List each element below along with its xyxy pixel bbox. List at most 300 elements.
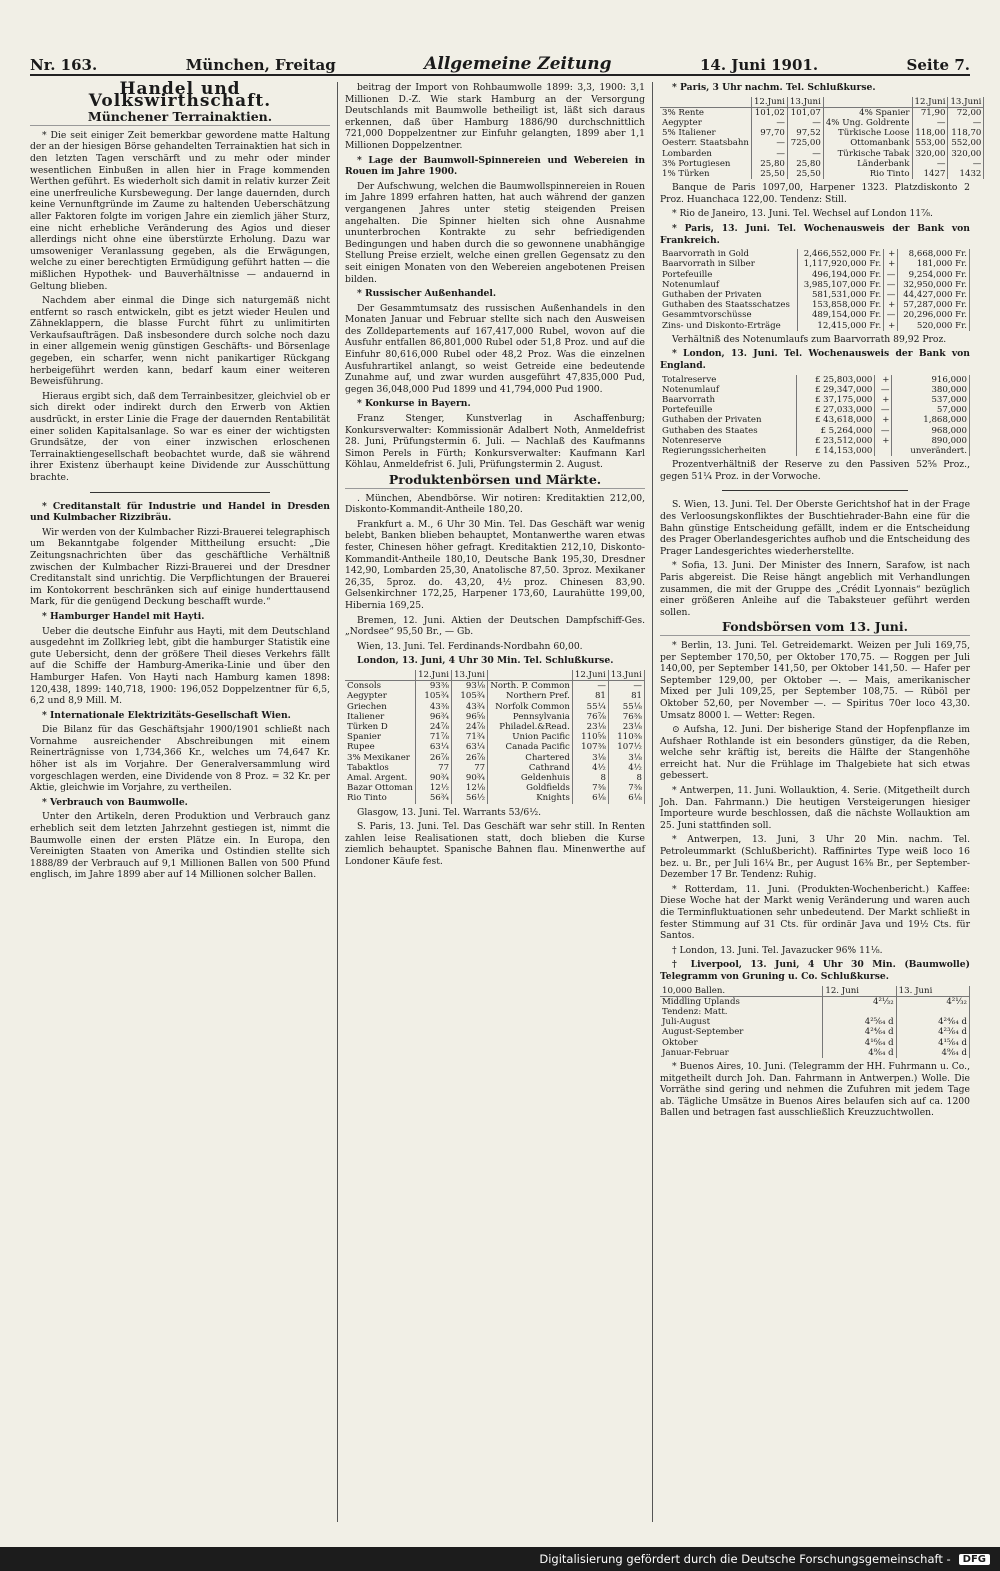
table-row	[345, 732, 645, 742]
paragraph: Frankfurt a. M., 6 Uhr 30 Min. Tel. Das Geschäft war wenig belebt, Banken blieben behauptet, Montanwerthe waren etwas fester, Chinesen höher gefragt. Kreditaktien 212,10, Diskonto-Kommandit-Antheile 180,10, Deutsche Bank 195,30, Dresdner 142,90, Lombarden 25,30, Anatolische 87,50. 3proz. Mexikaner 26,35, 5proz. do. 43,20, 4½ proz. Chinesen 83,90. Gelsenkirchner 172,25, Harpener 173,60, Laurahütte 199,00, Hibernia 169,25.	[345, 518, 645, 611]
table-row	[660, 300, 970, 310]
table-cell: Tendenz: Matt.	[660, 1007, 823, 1017]
paragraph: Franz Stenger, Kunstverlag in Aschaffenburg; Konkursverwalter: Kommissionär Adalbert Noth, Anmeldefrist 28. Juni, Prüfungstermin 6. Juli. — Nachlaß des Kaufmanns Simon Perels in Fürth; Konkursverwalter: Kaufmann Karl Köhlau, Anmeldefrist 6. Juli, Prüfungstermin 2. August.	[345, 413, 645, 471]
table-cell: 890,000	[892, 436, 970, 446]
table-row	[660, 321, 970, 331]
issue-number: Nr. 163.	[30, 56, 98, 74]
table-cell: —	[608, 681, 644, 692]
column-header: 13.Juni	[948, 97, 984, 108]
table-row	[345, 681, 645, 692]
table-cell: 3⅛	[608, 753, 644, 763]
table-cell: 97,52	[787, 128, 823, 138]
table-cell: —	[875, 385, 892, 395]
table-cell: 5% Italiener	[660, 128, 751, 138]
table-cell: 1% Türken	[660, 169, 751, 179]
table-header-row	[660, 97, 984, 108]
column-header: 13. Juni	[896, 986, 969, 997]
table-cell: 725,00	[787, 138, 823, 148]
table-cell: 110⅝	[572, 732, 608, 742]
column-header: 13.Juni	[787, 97, 823, 108]
table-cell: £ 43,618,000	[796, 415, 874, 425]
table-cell: 968,000	[892, 426, 970, 436]
paragraph: S. Paris, 13. Juni. Tel. Das Geschäft war sehr still. In Renten zahlen leise Realisationen statt, doch blieben die Kurse ziemlich behauptet. Spanische Bahnen flau. Minenwerthe auf Londoner Käufe fest.	[345, 821, 645, 867]
table-cell: Tabaktlos	[345, 763, 416, 773]
table-cell: Griechen	[345, 702, 416, 712]
table-cell: 12,415,000 Fr.	[798, 321, 884, 331]
table-row	[660, 259, 970, 269]
table-cell: —	[751, 138, 787, 148]
table-cell: Goldfields	[488, 783, 573, 793]
column-header	[345, 670, 416, 681]
table-heading: * Paris, 3 Uhr nachm. Tel. Schlußkurse.	[672, 82, 876, 93]
article-title: Produktenbörsen und Märkte.	[345, 474, 645, 489]
table-cell: 76⅜	[608, 712, 644, 722]
table-row	[345, 753, 645, 763]
paragraph: * Berlin, 13. Juni. Tel. Getreidemarkt. Weizen per Juli 169,75, per September 170,50, per Oktober 170,75. — Roggen per Juli 140,00, per September 141,50, per Oktober 141,50. — Hafer per September 129,00, per Oktober —. — Mais, amerikanischer Mixed per Juli 109,25, per September 108,75. — Rüböl per Oktober 52,60, per November —. — Spiritus 70er loco 43,30. Umsatz 8000 l. — Wetter: Regen.	[660, 639, 970, 721]
table-cell: 4²³⁄₆₄ d	[896, 1027, 969, 1037]
place-day: München, Freitag	[185, 56, 336, 74]
table-cell: 23⅛	[608, 722, 644, 732]
paragraph: Prozentverhältniß der Reserve zu den Passiven 52⅝ Proz., gegen 51¼ Proz. in der Vorwoche.	[660, 459, 970, 482]
table-cell: 4¹⁶⁄₆₄ d	[823, 1038, 896, 1048]
table-cell: Türkische Loose	[823, 128, 912, 138]
table-cell: Notenreserve	[660, 436, 796, 446]
table-cell: 4% Ung. Goldrente	[823, 118, 912, 128]
paragraph: † London, 13. Juni. Tel. Javazucker 96% 11⅛.	[672, 944, 883, 956]
column-header: 10,000 Ballen.	[660, 986, 823, 997]
table-cell: 1432	[948, 169, 984, 179]
table-cell	[823, 1007, 896, 1017]
table-cell: 3⅛	[572, 753, 608, 763]
table-cell: —	[875, 405, 892, 415]
table-row	[660, 436, 970, 446]
table-row	[660, 375, 970, 385]
table-cell: Spanier	[345, 732, 416, 742]
article-heading: * Konkurse in Bayern.	[357, 398, 471, 410]
article-heading: * Russischer Außenhandel.	[357, 288, 497, 300]
paragraph: Banque de Paris 1097,00, Harpener 1323. Platzdiskonto 2 Proz. Huanchaca 122,00. Tendenz: Still.	[660, 182, 970, 205]
paragraph: * Buenos Aires, 10. Juni. (Telegramm der HH. Fuhrmann u. Co., mitgetheilt durch Joh. Dan. Fahrmann in Antwerpen.) Wolle. Die Vorräthe sind gering und nehmen die Zufuhren mit jedem Tage ab. Tägliche Umsätze in Buenos Aires belaufen sich auf ca. 1200 Ballen und betragen fast ausschließlich Kreuzzuchtwollen.	[660, 1060, 970, 1119]
table-cell: —	[912, 159, 948, 169]
table-cell: 56¾	[416, 793, 452, 803]
table-cell: 1,117,920,000 Fr.	[798, 259, 884, 269]
table-cell: Türkische Tabak	[823, 149, 912, 159]
table-header-row	[660, 986, 970, 997]
paragraph: Glasgow, 13. Juni. Tel. Warrants 53/6½.	[357, 806, 542, 818]
table-row	[345, 702, 645, 712]
table-cell: 107½	[608, 742, 644, 752]
table-heading: * London, 13. Juni. Tel. Wochenausweis der Bank von England.	[660, 348, 970, 371]
table-cell: 7⅜	[572, 783, 608, 793]
table-cell: 4²¹⁄₃₂	[823, 996, 896, 1007]
table-cell: 320,00	[912, 149, 948, 159]
table-cell: +	[875, 395, 892, 405]
table-cell: 496,194,000 Fr.	[798, 270, 884, 280]
table-cell: 44,427,000 Fr.	[898, 290, 970, 300]
paragraph: * Rotterdam, 11. Juni. (Produkten-Wochenbericht.) Kaffee: Diese Woche hat der Markt wenig Veränderung und waren auch die Terminfluktuationen sehr unbedeutend. Der Markt schließt in fester Stimmung auf 31 Cts. für ordinär Java und 19½ Cts. für Santos.	[660, 883, 970, 942]
newspaper-title: Allgemeine Zeitung	[424, 54, 612, 74]
column-header: 12.Juni	[416, 670, 452, 681]
table-row	[660, 426, 970, 436]
table-cell: +	[884, 300, 898, 310]
table-cell: 1,868,000	[892, 415, 970, 425]
table-cell: Italiener	[345, 712, 416, 722]
paragraph: Die Bilanz für das Geschäftsjahr 1900/1901 schließt nach Vornahme ausreichender Abschreibungen mit einem Reinerträgnisse von 1,734,366 Kr., welches um 74,647 Kr. höher ist als im Vorjahre. Der Generalversammlung wird vorgeschlagen werden, eine Dividende von 8 Proz. = 32 Kr. per Aktie, gleichwie im Vorjahre, zu vertheilen.	[30, 724, 330, 794]
table-cell: —	[875, 426, 892, 436]
table-cell: unverändert.	[892, 446, 970, 456]
page-number: Seite 7.	[906, 56, 970, 74]
footer-text: Digitalisierung gefördert durch die Deutsche Forschungsgemeinschaft -	[539, 1552, 951, 1566]
table-cell: North. P. Common	[488, 681, 573, 692]
column-header: 12.Juni	[912, 97, 948, 108]
table-row	[660, 149, 984, 159]
table-row	[660, 405, 970, 415]
table-row	[345, 783, 645, 793]
column-header: 13.Juni	[452, 670, 488, 681]
table-heading: * Paris, 13. Juni. Tel. Wochenausweis der Bank von Frankreich.	[660, 223, 970, 246]
london-quotes-table	[345, 670, 645, 804]
table-row	[660, 290, 970, 300]
table-cell: 24⅞	[416, 722, 452, 732]
table-cell: 55⅛	[608, 702, 644, 712]
table-cell: 320,00	[948, 149, 984, 159]
table-cell: 25,80	[751, 159, 787, 169]
table-cell: 24⅞	[452, 722, 488, 732]
table-cell: 12½	[416, 783, 452, 793]
column-header: 12.Juni	[572, 670, 608, 681]
table-cell: Baarvorrath	[660, 395, 796, 405]
table-row	[660, 280, 970, 290]
article-heading: * Lage der Baumwoll-Spinnereien und Webereien in Rouen im Jahre 1900.	[345, 154, 645, 178]
table-cell: 26⅞	[416, 753, 452, 763]
table-cell: 553,00	[912, 138, 948, 148]
table-cell: 8,668,000 Fr.	[898, 249, 970, 259]
table-cell: Portefeuille	[660, 405, 796, 415]
table-row	[345, 691, 645, 701]
table-cell: 63¼	[416, 742, 452, 752]
table-cell: Lombarden	[660, 149, 751, 159]
table-row	[660, 169, 984, 179]
table-cell: 57,000	[892, 405, 970, 415]
table-cell: 181,000 Fr.	[898, 259, 970, 269]
table-row	[660, 118, 984, 128]
table-cell: —	[751, 118, 787, 128]
table-cell: Rio Tinto	[345, 793, 416, 803]
table-cell: 71¾	[452, 732, 488, 742]
table-cell: 8	[608, 773, 644, 783]
table-row	[345, 742, 645, 752]
table-cell: 71⅞	[416, 732, 452, 742]
table-cell: 4²¹⁄₃₂	[896, 996, 969, 1007]
table-cell: Länderbank	[823, 159, 912, 169]
table-cell: £ 27,033,000	[796, 405, 874, 415]
table-cell: —	[787, 149, 823, 159]
paragraph: Wien, 13. Juni. Tel. Ferdinands-Nordbahn 60,00.	[357, 640, 583, 652]
section-title: Handel und Volkswirthschaft.	[88, 79, 272, 111]
table-cell: Knights	[488, 793, 573, 803]
table-cell: 90¾	[416, 773, 452, 783]
table-cell: 77	[452, 763, 488, 773]
table-row	[345, 773, 645, 783]
table-cell: Notenumlauf	[660, 385, 796, 395]
table-cell: Canada Pacific	[488, 742, 573, 752]
digitization-footer	[0, 1547, 1000, 1571]
table-cell: 25,50	[787, 169, 823, 179]
table-cell: 43⅜	[416, 702, 452, 712]
table-cell: Zins- und Diskonto-Erträge	[660, 321, 798, 331]
table-cell: 96¾	[416, 712, 452, 722]
table-cell: 4⁹⁄₆₄ d	[823, 1048, 896, 1058]
table-row	[660, 128, 984, 138]
table-cell: 581,531,000 Fr.	[798, 290, 884, 300]
paragraph: S. Wien, 13. Juni. Tel. Der Oberste Gerichtshof hat in der Frage des Verloosungskonfliktes der Buschtiehrader-Bahn eine für die Bahn günstige Entscheidung gefällt, indem er die Entscheidung des Prager Oberlandesgerichtes aufhob und die Entscheidung des Prager Landesgerichtes wiederherstellte.	[660, 499, 970, 557]
table-cell: 3% Portugiesen	[660, 159, 751, 169]
table-cell: 110⅜	[608, 732, 644, 742]
table-cell: Bazar Ottoman	[345, 783, 416, 793]
table-cell: —	[884, 310, 898, 320]
table-cell: Union Pacific	[488, 732, 573, 742]
table-cell: +	[875, 415, 892, 425]
table-cell: —	[884, 280, 898, 290]
table-row	[660, 1007, 970, 1017]
table-row	[345, 712, 645, 722]
table-cell: Philadel.&Read.	[488, 722, 573, 732]
table-cell	[875, 446, 892, 456]
paragraph: Wir werden von der Kulmbacher Rizzi-Brauerei telegraphisch um Bekanntgabe folgender Mittheilung ersucht: „Die Zeitungsnachrichten über das geschäftliche Verhältniß zwischen der Kulmbacher Rizzi-Brauerei und der Dresdner Creditanstalt sind unrichtig. Die Verpflichtungen der Brauerei im Kontokorrent beschränken sich auf einige hunderttausend Mark, für die genügend Deckung beschafft wurde.“	[30, 526, 330, 608]
table-cell: Northern Pref.	[488, 691, 573, 701]
table-cell: 23⅛	[572, 722, 608, 732]
table-cell: 520,000 Fr.	[898, 321, 970, 331]
table-cell: 55¼	[572, 702, 608, 712]
table-cell: Aegypter	[345, 691, 416, 701]
table-cell: 97,70	[751, 128, 787, 138]
table-cell: 57,287,000 Fr.	[898, 300, 970, 310]
separator	[722, 490, 908, 491]
table-cell: 4½	[572, 763, 608, 773]
paragraph: * Antwerpen, 11. Juni. Wollauktion, 4. Serie. (Mitgetheilt durch Joh. Dan. Fahrmann.) Die heutigen Versteigerungen hiesiger Importeure wurde beschlossen, daß die nächste Wollauktion am 25. Juni stattfinden soll.	[660, 785, 970, 831]
column-3	[660, 82, 982, 1522]
table-row	[660, 385, 970, 395]
table-cell: Oesterr. Staatsbahn	[660, 138, 751, 148]
paragraph: Verhältniß des Notenumlaufs zum Baarvorrath 89,92 Proz.	[672, 333, 947, 345]
table-row	[660, 138, 984, 148]
table-cell: 118,70	[948, 128, 984, 138]
column-header	[488, 670, 573, 681]
table-cell: 96⅝	[452, 712, 488, 722]
table-cell: Guthaben des Staates	[660, 426, 796, 436]
table-cell: +	[884, 249, 898, 259]
paragraph: Hieraus ergibt sich, daß dem Terrainbesitzer, gleichviel ob er sich direkt oder indirekt durch den Erwerb von Aktien ausdrückt, in erster Linie die Frage der dauernden Rentabilität einer soliden Kapitalsanlage. So war es einer der wichtigsten Grundsätze, der von einer inzwischen erloschenen Terrainaktiengesellschaft beobachtet wurde, daß sie während ihrer Existenz überhaupt keine Dividende zur Ausschüttung brachte.	[30, 390, 330, 483]
table-cell: Ottomanbank	[823, 138, 912, 148]
table-cell: £ 5,264,000	[796, 426, 874, 436]
paragraph: * Rio de Janeiro, 13. Juni. Tel. Wechsel auf London 11⅞.	[672, 208, 933, 220]
table-cell: +	[875, 436, 892, 446]
table-cell: Amal. Argent.	[345, 773, 416, 783]
masthead	[30, 52, 970, 76]
table-cell: 77	[416, 763, 452, 773]
table-cell: 552,00	[948, 138, 984, 148]
table-cell: Baarvorrath in Gold	[660, 249, 798, 259]
table-cell: 26⅞	[452, 753, 488, 763]
table-cell: 1427	[912, 169, 948, 179]
table-row	[660, 249, 970, 259]
table-cell: 71,90	[912, 107, 948, 118]
table-cell: —	[912, 118, 948, 128]
table-cell: Chartered	[488, 753, 573, 763]
table-cell: 107⅜	[572, 742, 608, 752]
table-cell: 7⅜	[608, 783, 644, 793]
column-header	[660, 97, 751, 108]
paragraph: Der Gesammtumsatz des russischen Außenhandels in den Monaten Januar und Februar stellte sich nach den Ausweisen des Zolldepartements auf 167,417,000 Rubel, wovon auf die Ausfuhr entfallen 86,801,000 Rubel oder 51,8 Proz. und auf die Einfuhr 80,616,000 Rubel oder 48,2 Proz. Was die einzelnen Ausfuhrartikel anlangt, so weist Getreide eine bedeutende Zunahme auf, und zwar wurden ausgeführt 47,835,000 Pud, gegen 36,048,000 Pud 1899 und 41,794,000 Pud 1900.	[345, 302, 645, 395]
table-cell: 81	[572, 691, 608, 701]
table-row	[660, 446, 970, 456]
article-title: Fondsbörsen vom 13. Juni.	[660, 621, 970, 636]
column-1	[30, 79, 330, 1522]
column-2	[345, 82, 645, 1522]
paragraph: beitrag der Import von Rohbaumwolle 1899: 3,3, 1900: 3,1 Millionen D.-Z. Wie stark Hamburg an der Versorgung Deutschlands mit Baumwolle betheiligt ist, läßt sich daraus erkennen, daß über Hamburg 1886/90 durchschnittlich 721,000 Doppelzentner zur Einfuhr gelangten, 1899 aber 1,1 Millionen Doppelzentner.	[345, 82, 645, 151]
table-row	[345, 722, 645, 732]
table-cell: 101,02	[751, 107, 787, 118]
paragraph: * Sofia, 13. Juni. Der Minister des Innern, Sarafow, ist nach Paris abgereist. Die Reise hängt angeblich mit Verhandlungen zusammen, die mit der Gruppe des „Crédit Lyonnais“ bezüglich einer größeren Anleihe auf die Tabaksteuer geführt werden sollen.	[660, 560, 970, 618]
table-cell: 12⅛	[452, 783, 488, 793]
table-cell: 8	[572, 773, 608, 783]
table-row	[660, 310, 970, 320]
table-cell: 20,296,000 Fr.	[898, 310, 970, 320]
table-cell: 6⅛	[608, 793, 644, 803]
table-cell: Rio Tinto	[823, 169, 912, 179]
table-cell: 6⅛	[572, 793, 608, 803]
table-cell: 9,254,000 Fr.	[898, 270, 970, 280]
table-cell: Regierungssicherheiten	[660, 446, 796, 456]
paris-quotes-table	[660, 97, 984, 180]
table-cell: 4⁹⁄₆₄ d	[896, 1048, 969, 1058]
table-cell: 81	[608, 691, 644, 701]
article-heading: * Hamburger Handel mit Hayti.	[42, 610, 205, 622]
paragraph: Nachdem aber einmal die Dinge sich naturgemäß nicht entfernt so rasch entwickeln, gibt es jetzt wieder Heulen und Zähneklappern, die blasse Furcht führt zu unlimitirten Verkaufsaufträgen. Daß insbesondere durch solche noch dazu in einer allgemein wenig günstigen Geschäfts- und Börsenlage gegeben, ein scharfer, wenn nicht panikartiger Rückgang herbeigeführt werden kann, bedarf kaum einer weiteren Beweisführung.	[30, 295, 330, 388]
table-cell: Guthaben der Privaten	[660, 415, 796, 425]
table-cell: —	[787, 118, 823, 128]
table-cell: Consols	[345, 681, 416, 692]
column-header	[823, 97, 912, 108]
table-row	[345, 763, 645, 773]
table-cell: Aegypter	[660, 118, 751, 128]
table-cell: 105¾	[452, 691, 488, 701]
column-header: 13.Juni	[608, 670, 644, 681]
table-cell: —	[884, 290, 898, 300]
table-cell: Oktober	[660, 1038, 823, 1048]
column-header: 12. Juni	[823, 986, 896, 997]
table-cell: 4²⁴⁄₆₄ d	[823, 1027, 896, 1037]
column-divider	[337, 82, 338, 1522]
bank-of-france-table	[660, 249, 970, 331]
table-cell: 380,000	[892, 385, 970, 395]
table-cell: —	[948, 159, 984, 169]
table-cell: 32,950,000 Fr.	[898, 280, 970, 290]
table-cell: 3% Rente	[660, 107, 751, 118]
table-row	[660, 1017, 970, 1027]
table-cell: £ 14,153,000	[796, 446, 874, 456]
table-cell: Türken D	[345, 722, 416, 732]
separator	[90, 492, 270, 493]
table-row	[660, 159, 984, 169]
table-cell: 4²⁴⁄₆₄ d	[896, 1017, 969, 1027]
table-cell: —	[884, 270, 898, 280]
table-cell: Cathrand	[488, 763, 573, 773]
table-cell: Januar-Februar	[660, 1048, 823, 1058]
table-heading: London, 13. Juni, 4 Uhr 30 Min. Tel. Schlußkurse.	[357, 655, 614, 667]
table-cell: 153,858,000 Fr.	[798, 300, 884, 310]
table-cell: 76⅞	[572, 712, 608, 722]
paragraph: ⊙ Aufsha, 12. Juni. Der bisherige Stand der Hopfenpflanze im Aufshaer Rothlande ist ein besonders günstiger, da die Reben, welche sehr kräftig ist, bereits die Hälfte der Stangenhöhe erreicht hat. Nur die Frühlage im Thalgebiete hat sich etwas gebessert.	[660, 724, 970, 782]
table-cell: 56½	[452, 793, 488, 803]
column-divider	[652, 82, 653, 1522]
table-cell: 2,466,552,000 Fr.	[798, 249, 884, 259]
table-cell: +	[884, 259, 898, 269]
table-row	[660, 270, 970, 280]
table-cell: 4% Spanier	[823, 107, 912, 118]
paragraph: * Die seit einiger Zeit bemerkbar gewordene matte Haltung der an der hiesigen Börse gehandelten Terrainaktien hat sich in den letzten Tagen verschärft und zu mehr oder minder wesentlichen Einbußen in allen hier in Frage kommenden Werthen geführt. Es wiederholt sich damit in relativ kurzer Zeit eine unerfreuliche Kursbewegung. Der lange dauernden, durch keine Vernunftgründe im Zaume zu haltenden Ueberschätzung aller Faktoren folgte im vorigen Jahre ein ziemlich jäher Sturz, eine nicht erhebliche Veränderung des Agios und dieser allerdings nicht ohne eine überstürzte Erholung. Dazu war umsoweniger Veranlassung gegeben, als die Erwägungen, welche zu einer berechtigten Ermüdigung geführt hatten — die mißlichen Hypothek- und Bauverhältnisse — andauernd in Geltung blieben.	[30, 129, 330, 292]
table-cell: Baarvorrath in Silber	[660, 259, 798, 269]
paragraph: . München, Abendbörse. Wir notiren: Kreditaktien 212,00, Diskonto-Kommandit-Antheile 180,20.	[345, 492, 645, 516]
table-cell: Guthaben des Staatsschatzes	[660, 300, 798, 310]
table-cell: 916,000	[892, 375, 970, 385]
table-cell: —	[948, 118, 984, 128]
table-row	[660, 107, 984, 118]
table-cell: +	[884, 321, 898, 331]
table-heading: † Liverpool, 13. Juni, 4 Uhr 30 Min. (Baumwolle) Telegramm von Gruning u. Co. Schlußkurse.	[660, 959, 970, 982]
dfg-logo: DFG	[959, 1554, 990, 1565]
table-cell: 72,00	[948, 107, 984, 118]
table-cell: 4¹⁵⁄₆₄ d	[896, 1038, 969, 1048]
table-cell: +	[875, 375, 892, 385]
table-cell: Juli-August	[660, 1017, 823, 1027]
table-row	[345, 793, 645, 803]
table-cell: August-September	[660, 1027, 823, 1037]
table-cell: 489,154,000 Fr.	[798, 310, 884, 320]
table-cell: Pennsylvania	[488, 712, 573, 722]
table-cell: £ 29,347,000	[796, 385, 874, 395]
table-cell: 43¾	[452, 702, 488, 712]
table-cell: 101,07	[787, 107, 823, 118]
paragraph: Ueber die deutsche Einfuhr aus Hayti, mit dem Deutschland ausgedehnt im Zollkrieg lebt, gibt die hamburger Statistik eine gute Uebersicht, denn der größere Theil dieses Verkehrs fällt auf die Schiffe der Hamburg-Amerika-Linie und über den Hamburger Hafen. Von Hayti nach Hamburg kamen 1898: 120,438, 1899: 140,718, 1900: 196,052 Doppelzentner für 6,5, 6,2 und 8,9 Mill. M.	[30, 625, 330, 707]
issue-date: 14. Juni 1901.	[699, 56, 819, 74]
table-cell: 25,50	[751, 169, 787, 179]
table-cell: Gesammtvorschüsse	[660, 310, 798, 320]
paragraph: * Antwerpen, 13. Juni, 3 Uhr 20 Min. nachm. Tel. Petroleummarkt (Schlußbericht). Raffinirtes Type weiß loco 16 bez. u. Br., per Juli 16¼ Br., per August 16⅜ Br., per September-Dezember 17 Br. Tendenz: Ruhig.	[660, 834, 970, 881]
table-row	[660, 1027, 970, 1037]
table-row	[660, 415, 970, 425]
table-cell: Geldenhuis	[488, 773, 573, 783]
table-cell: —	[572, 681, 608, 692]
table-cell: 118,00	[912, 128, 948, 138]
bank-of-england-table	[660, 375, 970, 457]
table-cell: 63¼	[452, 742, 488, 752]
table-cell: Portefeuille	[660, 270, 798, 280]
table-header-row	[345, 670, 645, 681]
table-cell: 93⅛	[452, 681, 488, 692]
liverpool-cotton-table	[660, 986, 970, 1058]
table-cell: —	[751, 149, 787, 159]
table-cell: Rupee	[345, 742, 416, 752]
table-cell	[896, 1007, 969, 1017]
table-cell: 4²⁵⁄₆₄ d	[823, 1017, 896, 1027]
paragraph: Der Aufschwung, welchen die Baumwollspinnereien in Rouen im Jahre 1899 erfahren hatten, hat auch während der ganzen vergangenen Jahres unter stetig steigenden Preisen angehalten. Die Spinner hielten sich ohne Ausnahme ununterbrochen Kontrakte zu sehr befriedigenden Bedingungen und haben durch die so gewonnene unabhängige Stellung Preise erzielt, welche einen grellen Gegensatz zu den seit einigen Monaten von den Webereien angebotenen Preisen bilden.	[345, 180, 645, 285]
table-cell: Totalreserve	[660, 375, 796, 385]
table-row	[660, 996, 970, 1007]
table-cell: 25,80	[787, 159, 823, 169]
article-heading: * Creditanstalt für Industrie und Handel in Dresden und Kulmbacher Rizzibräu.	[30, 500, 330, 524]
table-cell: 105¾	[416, 691, 452, 701]
